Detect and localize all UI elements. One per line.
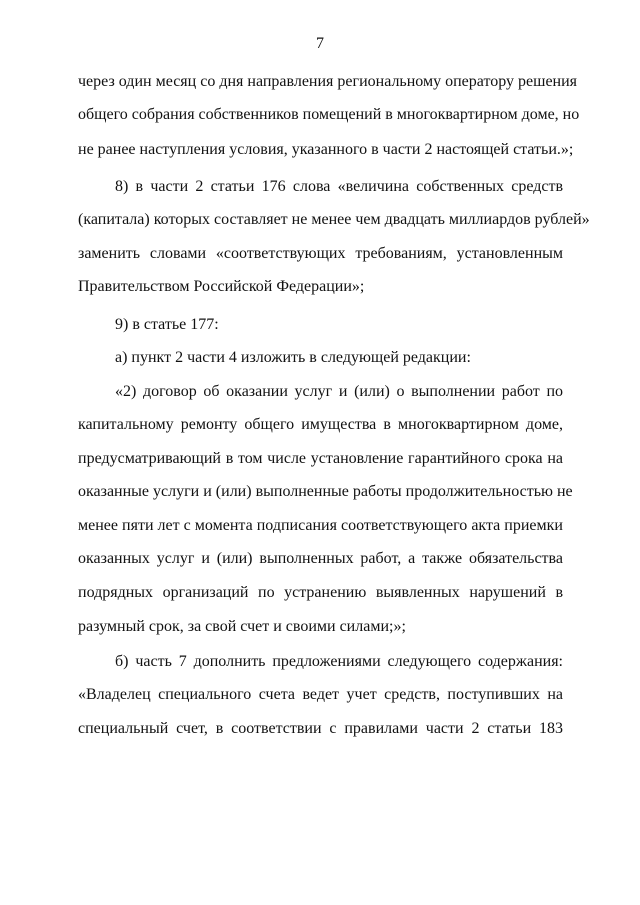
text-line: «Владелец специального счета ведет учет средств, поступивших на (78, 686, 563, 703)
text-line: «2) договор об оказании услуг и (или) о выполнении работ по (115, 383, 563, 400)
text-line: через один месяц со дня направления региональному оператору решения (78, 73, 578, 90)
text-line: заменить словами «соответствующих требованиям, установленным (78, 245, 563, 262)
text-line: подрядных организаций по устранению выявленных нарушений в (78, 584, 563, 601)
text-line: 8) в части 2 статьи 176 слова «величина собственных средств (115, 178, 563, 195)
text-line: специальный счет, в соответствии с правилами части 2 статьи 183 (78, 720, 563, 737)
text-line: предусматривающий в том числе установление гарантийного срока на (78, 450, 563, 467)
text-line: менее пяти лет с момента подписания соответствующего акта приемки (78, 517, 563, 534)
text-line: а) пункт 2 части 4 изложить в следующей редакции: (115, 349, 471, 366)
text-line: разумный срок, за свой счет и своими силами;»; (78, 618, 406, 635)
text-line: 9) в статье 177: (115, 316, 219, 333)
text-line: оказанные услуги и (или) выполненные работы продолжительностью не (78, 483, 573, 500)
text-line: (капитала) которых составляет не менее чем двадцать миллиардов рублей» (78, 211, 590, 228)
page-number: 7 (316, 35, 324, 52)
text-line: Правительством Российской Федерации»; (78, 278, 365, 295)
text-line: оказанных услуг и (или) выполненных работ, а также обязательства (78, 550, 563, 567)
text-line: б) часть 7 дополнить предложениями следующего содержания: (115, 653, 563, 670)
text-line: общего собрания собственников помещений в многоквартирном доме, но (78, 106, 580, 123)
text-line: не ранее наступления условия, указанного в части 2 настоящей статьи.»; (78, 141, 574, 158)
text-line: капитальному ремонту общего имущества в многоквартирном доме, (78, 416, 563, 433)
